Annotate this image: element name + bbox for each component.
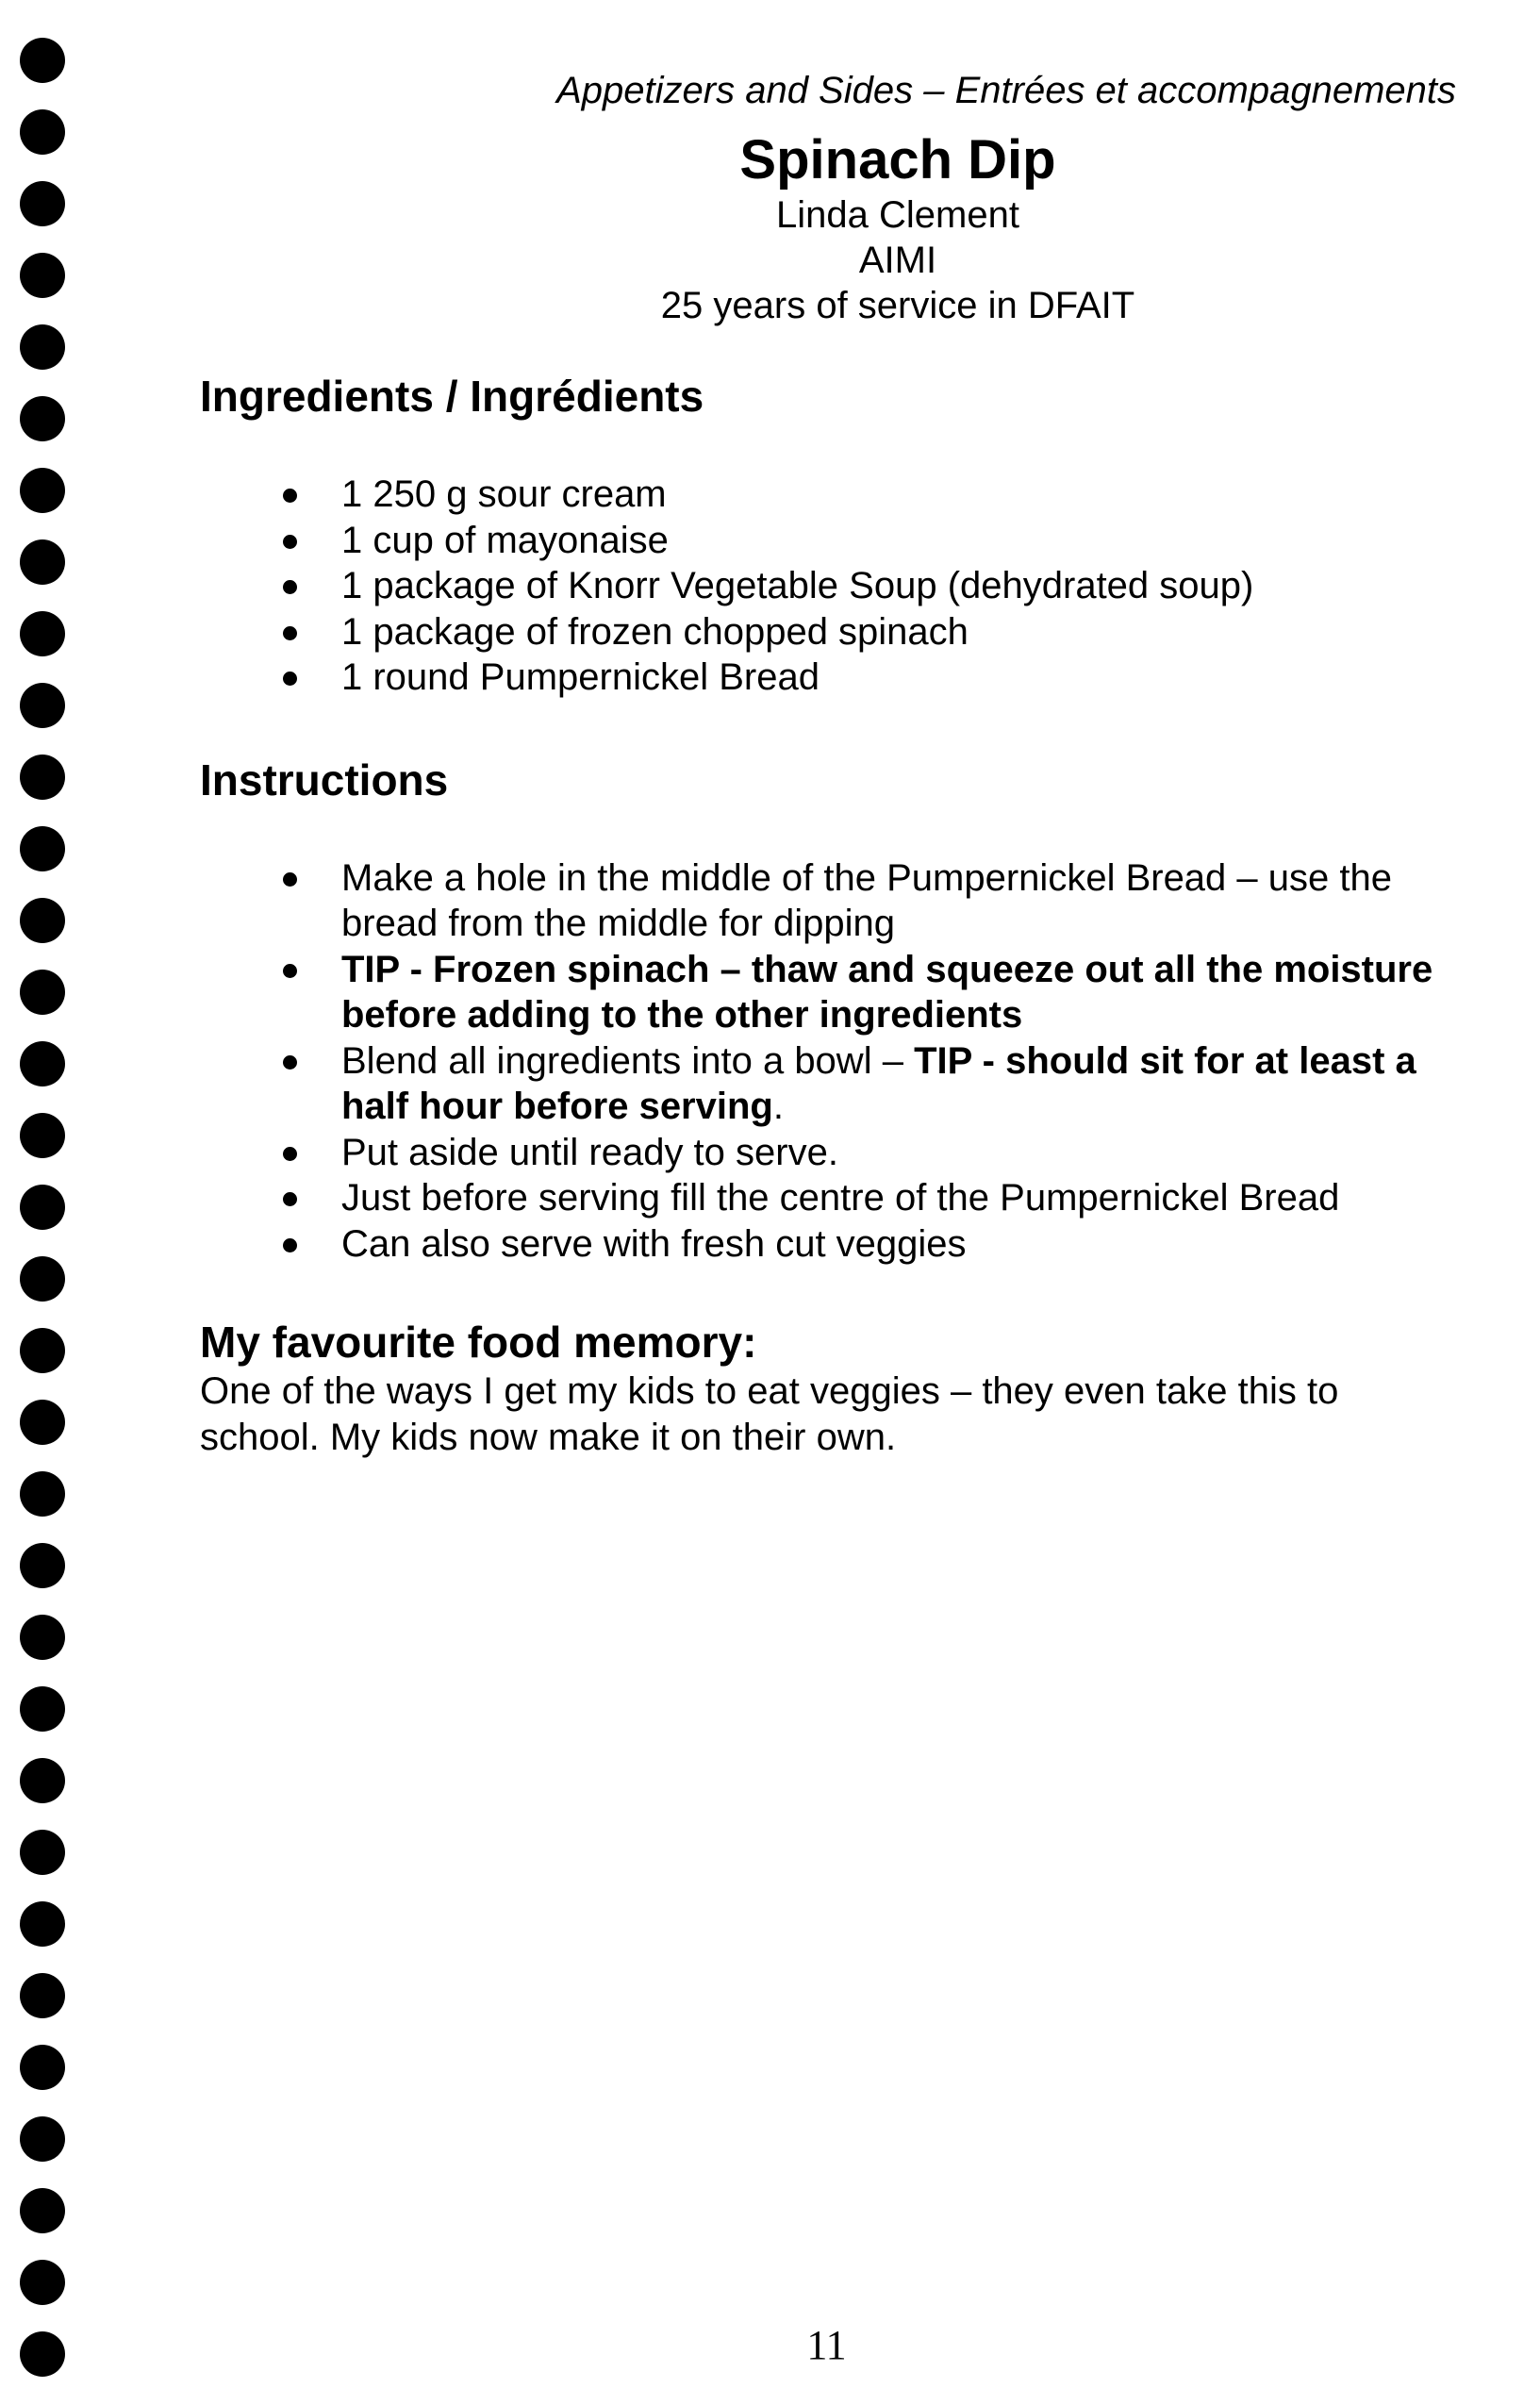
binding-hole-icon	[20, 1041, 65, 1086]
ingredient-text: 1 cup of mayonaise	[341, 519, 669, 561]
binding-hole-icon	[20, 396, 65, 441]
list-item	[341, 655, 1445, 701]
binding-hole-icon	[20, 2116, 65, 2162]
list-item	[341, 518, 1445, 564]
instruction-punctuation: .	[772, 1086, 784, 1127]
binding-hole-icon	[20, 468, 65, 513]
ingredient-text: 1 round Pumpernickel Bread	[341, 656, 820, 698]
list-item	[341, 1221, 1445, 1268]
bullet-icon	[283, 672, 297, 686]
list-item	[341, 472, 1445, 518]
page-number: 11	[806, 2322, 847, 2368]
binding-hole-icon	[20, 1543, 65, 1588]
binding-hole-icon	[20, 683, 65, 728]
list-item	[341, 1130, 1445, 1176]
recipe-affiliation: AIMI	[858, 240, 937, 281]
binding-hole-icon	[20, 181, 65, 226]
binding-hole-icon	[20, 2045, 65, 2090]
binding-hole-icon	[20, 898, 65, 943]
binding-hole-icon	[20, 109, 65, 155]
list-item	[341, 563, 1445, 609]
binding-hole-icon	[20, 1400, 65, 1445]
bullet-icon	[283, 535, 297, 549]
binding-hole-icon	[20, 2188, 65, 2233]
instruction-text: Blend all ingredients into a bowl –	[341, 1039, 915, 1082]
binding-hole-icon	[20, 1328, 65, 1373]
bullet-icon	[283, 1055, 297, 1070]
instruction-text: Make a hole in the middle of the Pumpernickel Bread – use the bread from the middle for dipping	[341, 856, 1392, 944]
binding-hole-icon	[20, 1758, 65, 1803]
ingredients-list	[200, 472, 1445, 701]
memory-heading: My favourite food memory:	[200, 1318, 757, 1367]
binding-hole-icon	[20, 539, 65, 585]
bullet-icon	[283, 1238, 297, 1252]
instruction-tip-text: TIP - should sit for at least a half hour before serving	[341, 1039, 1416, 1127]
bullet-icon	[283, 1192, 297, 1206]
binding-hole-icon	[20, 253, 65, 298]
recipe-title-block	[351, 128, 1445, 328]
binding-hole-icon	[20, 1615, 65, 1660]
binding-hole-icon	[20, 1686, 65, 1732]
instruction-text: Put aside until ready to serve.	[341, 1131, 838, 1173]
recipe-service: 25 years of service in DFAIT	[660, 285, 1135, 326]
binding-hole-icon	[20, 826, 65, 871]
binding-hole-icon	[20, 2260, 65, 2305]
instructions-heading: Instructions	[200, 755, 449, 804]
binding-hole-icon	[20, 970, 65, 1015]
recipe-title: Spinach Dip	[739, 129, 1056, 191]
list-item	[341, 609, 1445, 655]
binding-hole-icon	[20, 1185, 65, 1230]
binding-hole-icon	[20, 1901, 65, 1947]
ingredient-text: 1 package of Knorr Vegetable Soup (dehydrated soup)	[341, 565, 1254, 606]
binding-hole-icon	[20, 1830, 65, 1875]
instruction-tip-text: TIP - Frozen spinach – thaw and squeeze out all the moisture before adding to the other ingredients	[341, 948, 1433, 1036]
binding-hole-icon	[20, 1471, 65, 1517]
list-item	[341, 855, 1445, 947]
spiral-binding	[17, 38, 68, 2377]
list-item	[341, 1175, 1445, 1221]
instructions-list	[200, 855, 1445, 1268]
binding-hole-icon	[20, 755, 65, 800]
binding-hole-icon	[20, 1113, 65, 1158]
bullet-icon	[283, 1147, 297, 1161]
memory-text: One of the ways I get my kids to eat veggies – they even take this to school. My kids now make it on their own.	[200, 1370, 1339, 1458]
binding-hole-icon	[20, 1973, 65, 2018]
bullet-icon	[283, 872, 297, 887]
list-item	[341, 1038, 1445, 1130]
bullet-icon	[283, 489, 297, 503]
category-header: Appetizers and Sides – Entrées et accompagnements	[556, 70, 1456, 111]
ingredient-text: 1 250 g sour cream	[341, 473, 667, 515]
bullet-icon	[283, 626, 297, 640]
instruction-text: Just before serving fill the centre of the Pumpernickel Bread	[341, 1177, 1340, 1219]
recipe-author: Linda Clement	[776, 194, 1019, 236]
bullet-icon	[283, 964, 297, 978]
instruction-text: Can also serve with fresh cut veggies	[341, 1222, 967, 1265]
page-content	[200, 68, 1456, 1461]
binding-hole-icon	[20, 611, 65, 656]
ingredients-heading: Ingredients / Ingrédients	[200, 372, 704, 421]
bullet-icon	[283, 580, 297, 594]
binding-hole-icon	[20, 324, 65, 370]
ingredient-text: 1 package of frozen chopped spinach	[341, 610, 969, 653]
binding-hole-icon	[20, 1256, 65, 1302]
binding-hole-icon	[20, 38, 65, 83]
list-item	[341, 947, 1445, 1038]
